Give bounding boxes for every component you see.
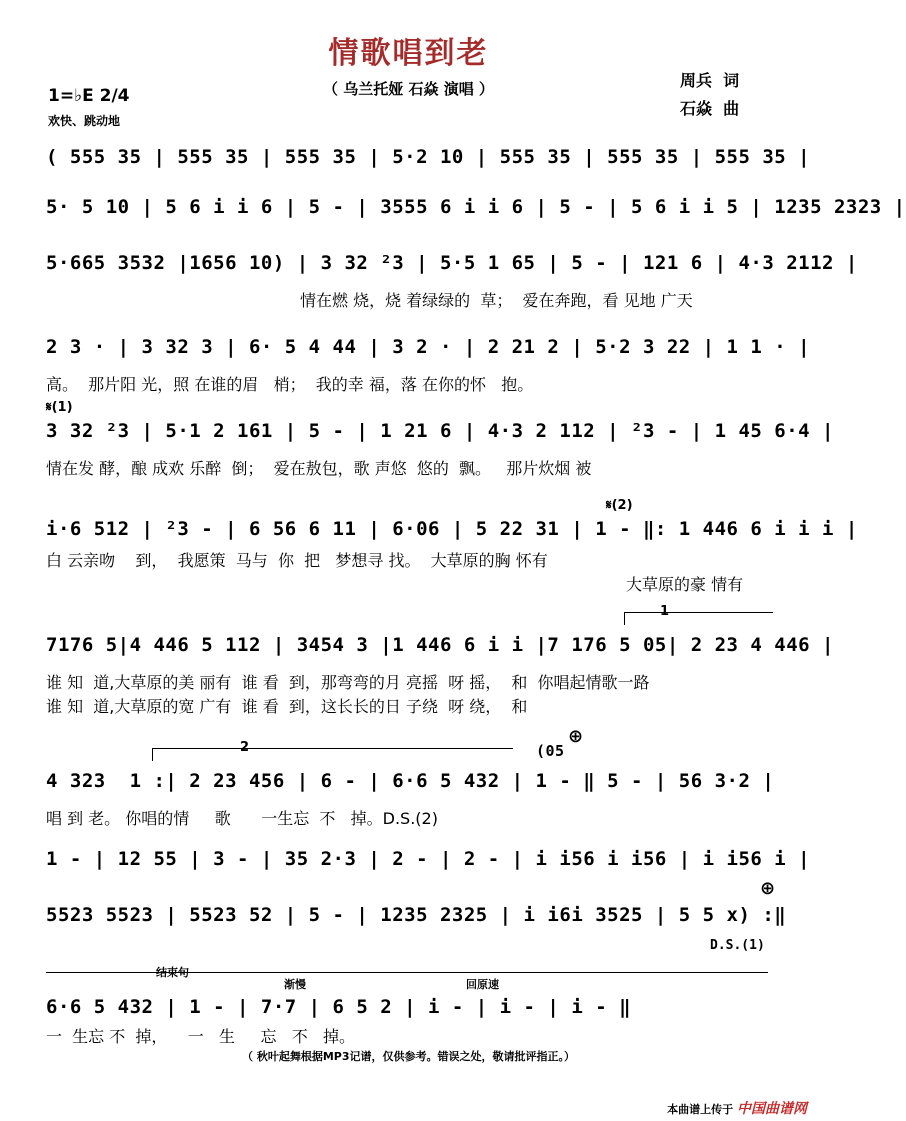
- lyric-line-7a: 谁 知 道,大草原的美 丽有 谁 看 到，那弯弯的月 亮摇 呀 摇， 和 你唱起情歌一路: [46, 673, 650, 692]
- score-line-8: 4 323 1 :| 2 23 456 | 6 - | 6·6 5 432 | 1 - ‖ 5 - | 56 3·2 |: [46, 770, 775, 792]
- lyric-line-4: 高。 那片阳 光，照 在谁的眉 梢； 我的幸 福，落 在你的怀 抱。: [46, 375, 534, 394]
- volta-1-bracket: [624, 612, 773, 625]
- score-line-9: 1 - | 12 55 | 3 - | 35 2·3 | 2 - | 2 - | i i56 i i56 | i i56 i |: [46, 848, 811, 870]
- lyricist-credit: 周兵 词: [680, 71, 740, 90]
- coda-icon: ⊕: [568, 726, 584, 747]
- ending-bracket: [46, 972, 768, 985]
- lyric-line-5: 情在发 酵，酿 成欢 乐醉 倒； 爱在敖包，歌 声悠 悠的 飘。 那片炊烟 被: [46, 459, 592, 478]
- score-line-11: 6·6 5 432 | 1 - | 7·7 | 6 5 2 | i - | i - | i - ‖: [46, 996, 632, 1018]
- lyric-line-6b: 大草原的豪 情有: [626, 575, 744, 594]
- a-tempo-label: 回原速: [466, 978, 499, 991]
- lyric-line-6: 白 云亲吻 到， 我愿策 马与 你 把 梦想寻 找。 大草原的胸 怀有: [46, 551, 548, 570]
- score-line-2: 5· 5 10 | 5 6 i i 6 | 5 - | 3555 6 i i 6 | 5 - | 5 6 i i 5 | 1235 2323 |: [46, 196, 906, 218]
- volta-1-number: 1: [660, 604, 670, 619]
- score-line-7: 7176 5|4 446 5 112 | 3454 3 |1 446 6 i i |7 176 5 05| 2 23 4 446 |: [46, 634, 834, 656]
- song-title: 情歌唱到老: [328, 36, 489, 71]
- lyric-line-3: 情在燃 烧，烧 着绿绿的 草； 爱在奔跑，看 见地 广天: [300, 291, 693, 310]
- key-signature: 1=♭E 2/4: [48, 86, 130, 106]
- ending-label: 结束句: [156, 966, 189, 979]
- source-prefix: 本曲谱上传于: [667, 1103, 734, 1116]
- ds-1-mark: D.S.(1): [710, 938, 765, 953]
- score-line-6: i·6 512 | ²3 - | 6 56 6 11 | 6·06 | 5 22 31 | 1 - ‖: 1 446 6 i i i |: [46, 518, 858, 540]
- volta-2-bracket: [152, 748, 513, 761]
- transcriber-note: （ 秋叶起舞根据MP3记谱，仅供参考。错误之处，敬请批评指正。）: [242, 1050, 575, 1063]
- performers: （ 乌兰托娅 石焱 演唱 ）: [323, 80, 494, 98]
- volta-2-number: 2: [240, 740, 250, 755]
- lyric-line-11: 一 生忘 不 掉， 一 生 忘 不 掉。: [46, 1027, 355, 1046]
- site-logo: 中国曲谱网: [737, 1101, 807, 1117]
- ritardando-label: 渐慢: [284, 978, 306, 991]
- composer-credit: 石焱 曲: [680, 99, 740, 118]
- segno-1-mark: 𝄋(1): [46, 400, 73, 415]
- score-line-10: 5523 5523 | 5523 52 | 5 - | 1235 2325 | i i6i 3525 | 5 5 x) :‖: [46, 904, 787, 926]
- score-line-1: ( 555 35 | 555 35 | 555 35 | 5·2 10 | 555 35 | 555 35 | 555 35 |: [46, 146, 811, 168]
- score-line-4: 2 3 · | 3 32 3 | 6· 5 4 44 | 3 2 · | 2 21 2 | 5·2 3 22 | 1 1 · |: [46, 336, 811, 358]
- score-line-3: 5·665 3532 |1656 10) | 3 32 ²3 | 5·5 1 65 | 5 - | 121 6 | 4·3 2112 |: [46, 252, 858, 274]
- score-line-5: 3 32 ²3 | 5·1 2 161 | 5 - | 1 21 6 | 4·3 2 112 | ²3 - | 1 45 6·4 |: [46, 420, 834, 442]
- pickup-notes: (05: [536, 742, 565, 760]
- segno-2-mark: 𝄋(2): [606, 498, 633, 513]
- coda-icon-2: ⊕: [760, 878, 776, 899]
- tempo-marking: 欢快、跳动地: [48, 114, 121, 128]
- source-credit: [667, 1098, 807, 1118]
- lyric-line-8: 唱 到 老。 你唱的情 歌 一生忘 不 掉。D.S.(2): [46, 809, 438, 828]
- lyric-line-7b: 谁 知 道,大草原的宽 广有 谁 看 到，这长长的日 子绕 呀 绕， 和: [46, 697, 528, 716]
